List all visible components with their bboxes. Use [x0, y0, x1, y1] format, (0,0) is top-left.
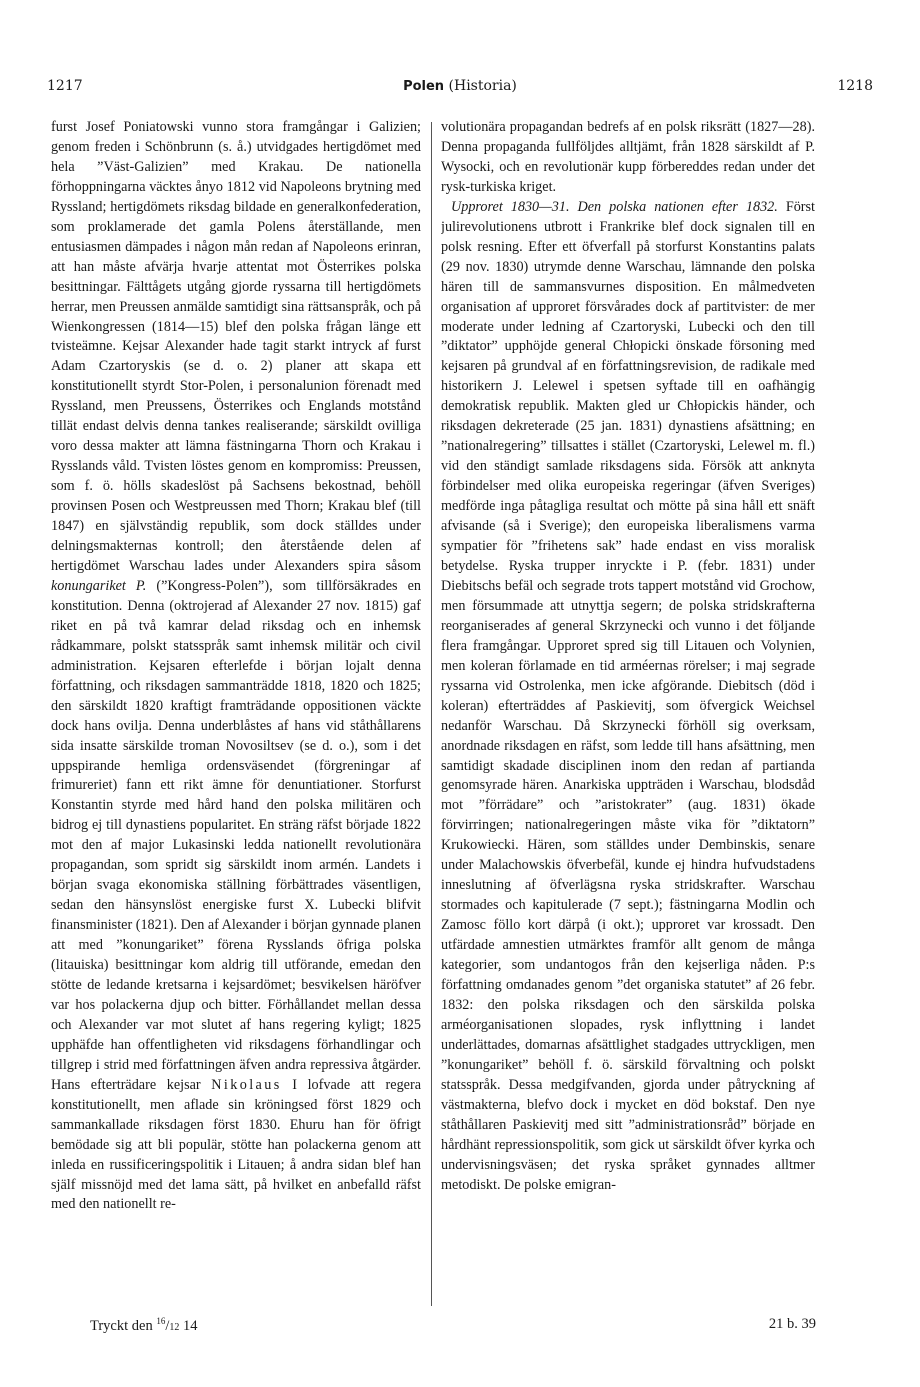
page-header	[47, 78, 873, 104]
right-column	[441, 118, 815, 1308]
print-date-label: Tryckt den	[90, 1317, 153, 1334]
section-heading: Upproret 1830—31. Den polska nationen efter 1832.	[451, 198, 778, 215]
right-paragraph-1: volutionära propagandan bedrefs af en polsk riksrätt (1827—28). Denna propaganda fullföljdes alltjämt, från 1828 särskildt af P. Wysocki, och en revolutionär kupp förbereddes redan under det rysk-turkiska kriget.	[441, 119, 815, 195]
left-text-3: I lofvade att regera konstitutionellt, men aflade sin kröningsed först 1829 och sammankallade riksdagen först 1830. Ehuru han för öfrigt bemödade sig att bli populär, stötte han polackerna genom att inleda en russificeringspolitik i Litauen; å andra sidan blef han själf missnöjd med det lama sätt, på hvilket en anbefalld räfst med den nationellt re-	[51, 1076, 421, 1213]
running-title	[47, 78, 873, 94]
running-title-headword: Polen	[403, 79, 445, 94]
printer-signature: 21 b. 39	[768, 1316, 816, 1332]
right-paragraph-2-text: Först julirevolutionens utbrott i Frankrike blef dock signalen till en polsk resning. Efter ett öfverfall på storfurst Konstantins palats (29 nov. 1830) utrymde denne Warschau, lämnande den polska hären till de sammansvurnes disposition. En målmedveten organisation af upproret försvårades dock af partitvister: de mer moderate under ledning af Czartoryski, Lubecki och den till ”diktator” upphöjde general Chłopicki önskade försoning med kejsaren på grundval af en författningsrevision, de radikale med historikern J. Lelewel i spetsen syftade till en oafhängig demokratisk republik. Makten gled ur Chłopickis händer, och riksdagen dekreterade (25 jan. 1831) dynastiens afsättning; en ”nationalregering” tillsattes i stället (Czartoryski, Lelewel m. fl.) vid den ständigt samlade riksdagens sida. Försök att anknyta förbindelser med olika europeiska regeringar (äfven Sveriges) medförde inga påtagliga resultat och mötte på sina håll ett snäft afvisande (så i Sverige); den europeiska liberalismens varma sympatier för ”frihetens sak” hade endast en viss moralisk betydelse. Ryska trupper inryckte i P. (febr. 1831) under Diebitschs befäl och segrade trots tappert motstånd vid Grochow, men försummade att utnyttja segern; de polska stridskrafterna reorganiserades af general Skrzynecki och vunno i det följande flera framgångar. Upproret spred sig till Litauen och Volynien, men koleran förlamade en tid arméernas rörelser; i maj segrade ryssarna vid Ostrolenka, men icke afgörande. Diebitsch (död i koleran) efterträddes af Paskievitj, som öfvergick Weichsel nedanför Warschau. Då Skrzynecki förhöll sig overksam, anordnade riksdagen en räfst, som ledde till hans afsättning, men samtidigt skadade disciplinen inom den redan af partianda genomsyrade hären. Anarkiska uppträden i Warschau, blodsdåd mot ”förrädare” och ”aristokrater” (aug. 1831) ökade förvirringen; nationalregeringen måste vika för ”diktatorn” Krukowiecki. Hären, som ställdes under Dembinskis, senare under Malachowskis öfverbefäl, kunde ej hindra hufvudstadens inneslutning af öfverlägsna ryska stridskrafter. Warschau stormades och kapitulerade (7 sept.); fästningarna Modlin och Zamosc föllo kort därpå (i okt.); upproret var krossadt. Den utfärdade amnestien utmärktes framför allt genom de många kategorier, som undantogos från den kejserliga nåden. P:s författning omdanades genom ”det organiska statutet” af 26 febr. 1832: den polska riksdagen och den särskilda polska arméorganisationen slopades, rysk inflyttning i landet underlättades, domarnas afsättlighet stadgades uttryckligen, men ”konungariket” behöll f. ö. särskild förvaltning och polskt statsspråk. Dessa medgifvanden, gjorda under påtryckning af västmakterna, blefvo dock i mycket en död bokstaf. Den nye ståthållaren Paskievitj med sitt ”administrationsråd” började en hårdhänt repressionspolitik, som gick ut särskildt öfver kyrka och undervisningsväsen; det ryska språket gynnades alltmer metodiskt. De polske emigran-	[441, 198, 815, 1193]
left-paragraph	[51, 118, 421, 1215]
running-title-subject: (Historia)	[448, 78, 517, 94]
column-divider	[431, 122, 432, 1306]
print-date-year: 14	[182, 1317, 198, 1334]
page-number-left: 1217	[47, 78, 83, 94]
left-column	[51, 118, 421, 1308]
print-date-day: 16	[156, 1316, 166, 1326]
right-paragraph-2	[441, 198, 815, 1196]
left-italic-term: konungariket P.	[51, 577, 147, 594]
page-number-right: 1218	[837, 78, 873, 94]
page-footer	[90, 1316, 816, 1336]
left-spaced-name: Nikolaus	[211, 1076, 282, 1093]
left-text-2: (”Kongress-Polen”), som tillförsäkrades en konstitution. Denna (oktrojerad af Alexander 27 nov. 1815) gaf riket en på två kamrar delad riksdag och en inhemsk rådkammare, polskt statsspråk samt inhemsk militär och civil administration. Kejsaren efterlefde i början lojalt denna författning, och riksdagen sammanträdde 1818, 1820 och 1825; den särskildt 1820 kraftigt framträdande oppositionen väckte dock hans ovilja. Denna underblåstes af hans vid ståthållarens sida insatte särskilde troman Novosiltsev (se d. o.), som i det uppspirande hemliga ordensväsendet (förgreningar af frimureriet) fann ett rikt ämne för denuntiationer. Storfurst Konstantin styrde med hård hand den polska militären och bidrog ej till dynastiens popularitet. En sträng räfst började 1822 mot den af major Lukasinski ledda nationellt revolutionära propagandan, som spridt sig särskildt inom armén. Landets i början svaga ekonomiska ställning förbättrades väsentligen, sedan den hänsynslöst energiske furst X. Lubecki blifvit finansminister (1821). Den af Alexander i början gynnade planen att med ”konungariket” förena Rysslands öfriga polska (litauiska) besittningar kom aldrig till utförande, emedan den stötte de ledande kretsarna i kejsardömet; besvikelsen häröfver var hos polackerna djup och bitter. Förhållandet mellan dessa och Alexander var mot slutet af hans regering kyligt; 1825 upphäfde han offentligheten vid riksdagens förhandlingar och tillgrep i strid med författningen äfven andra repressiva åtgärder. Hans efterträdare kejsar	[51, 577, 421, 1093]
left-text-1: furst Josef Poniatowski vunno stora framgångar i Galizien; genom freden i Schönbrunn (s. å.) utvidgades hertigdömet med hela ”Väst-Galizien” med Krakau. De nationella förhoppningarna väcktes ånyo 1812 vid Napoleons brytning med Ryssland; hertigdömets riksdag bildade en generalkonfederation, som proklamerade det gamla Polens återställande, men entusiasmen dämpades i någon mån redan af Napoleons erinran, att han måste afvärja hvarje attentat mot Österrikes polska besittningar. Fälttågets utgång gjorde ryssarna till hertigdömets herrar, men Preussen anmälde samtidigt sina rättsanspråk, och på Wienkongressen (1814—15) blef den polska frågan länge ett tvisteämne. Kejsar Alexander hade tagit starkt intryck af furst Adam Czartoryskis (se d. o. 2) planer att skapa ett konstitutionellt styrdt Stor-Polen, i personalunion förenadt med Ryssland, men Preussens, Österrikes och Englands motstånd tillät endast delvis denna tankes realiserande; särskildt ovilliga voro dessa makter att lämna fästningarna Thorn och Krakau i Rysslands våld. Tvisten löstes genom en kompromiss: Preussen, som f. ö. hölls skadeslöst på Sachsens bekostnad, behöll provinsen Posen och Westpreussen med Thorn; Krakau blef (till 1847) en självständig republik, som dock ställdes under delningsmakternas kontroll; den återstående delen af hertigdömet Warschau lades under Alexanders spira såsom	[51, 119, 421, 574]
print-date: Tryckt den $^{16}$/12 14	[90, 1316, 198, 1334]
print-date-month: 12	[169, 1321, 180, 1333]
